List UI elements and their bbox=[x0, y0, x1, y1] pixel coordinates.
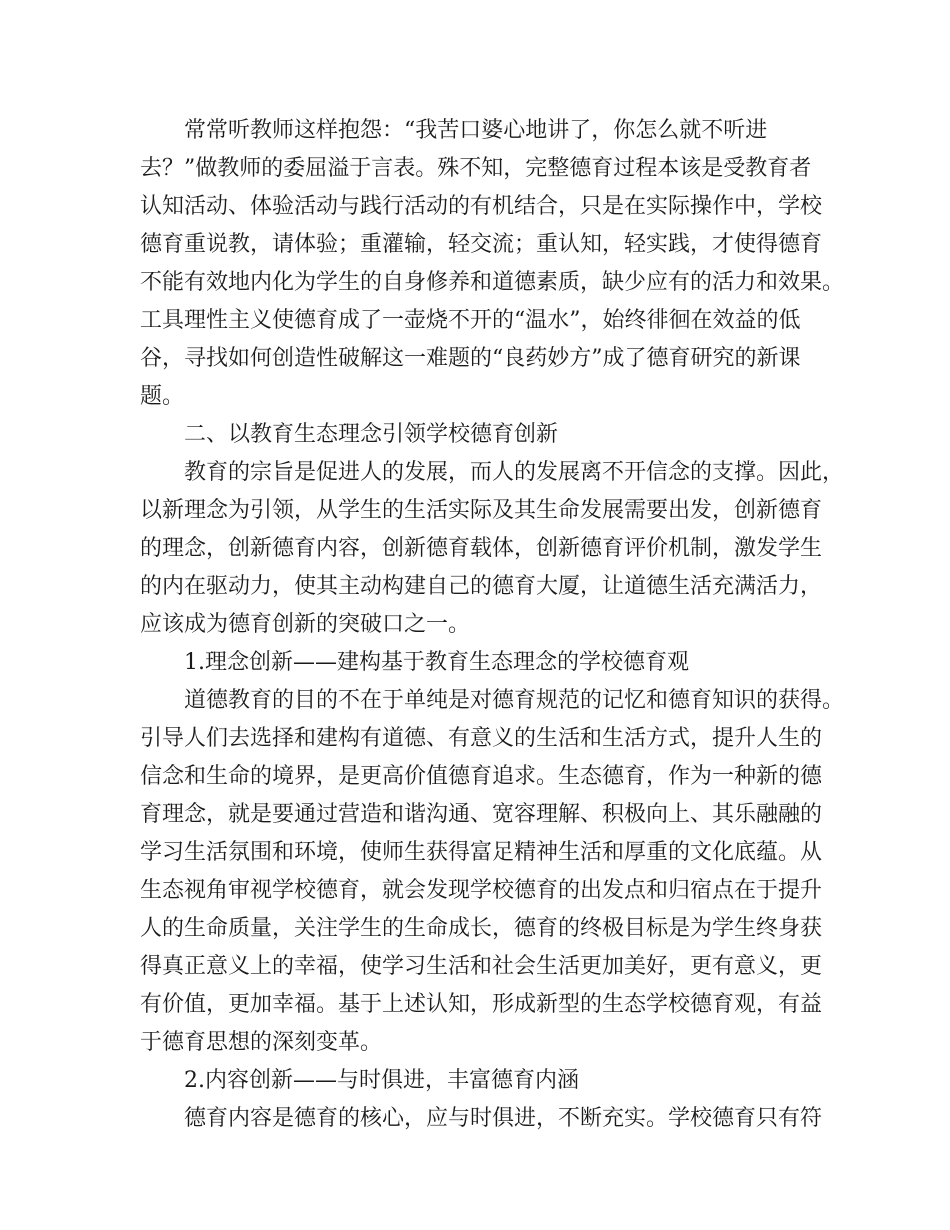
paragraph-line: 的理念，创新德育内容，创新德育载体，创新德育评价机制，激发学生 bbox=[140, 536, 823, 561]
paragraph-line: 谷，寻找如何创造性破解这一难题的“良药妙方”成了德育研究的新课 bbox=[140, 346, 801, 371]
section-heading: 二、以教育生态理念引领学校德育创新 bbox=[184, 422, 559, 447]
paragraph-line: 引导人们去选择和建构有道德、有意义的生活和生活方式，提升人生的 bbox=[140, 726, 823, 751]
paragraph-line: 工具理性主义使德育成了一壶烧不开的“温水”，始终徘徊在效益的低 bbox=[140, 308, 801, 333]
paragraph-line: 常常听教师这样抱怨：“我苦口婆心地讲了，你怎么就不听进 bbox=[184, 118, 768, 143]
paragraph-line: 的内在驱动力，使其主动构建自己的德育大厦，让道德生活充满活力， bbox=[140, 574, 823, 599]
paragraph-line: 认知活动、体验活动与践行活动的有机结合，只是在实际操作中，学校 bbox=[140, 194, 823, 219]
paragraph-line: 得真正意义上的幸福，使学习生活和社会生活更加美好，更有意义，更 bbox=[140, 954, 823, 979]
paragraph-line: 信念和生命的境界，是更高价值德育追求。生态德育，作为一种新的德 bbox=[140, 764, 823, 789]
paragraph-line: 教育的宗旨是促进人的发展，而人的发展离不开信念的支撑。因此， bbox=[184, 460, 845, 485]
paragraph-line: 应该成为德育创新的突破口之一。 bbox=[140, 612, 471, 637]
paragraph-line: 人的生命质量，关注学生的生命成长，德育的终极目标是为学生终身获 bbox=[140, 916, 823, 941]
paragraph-line: 学习生活氛围和环境，使师生获得富足精神生活和厚重的文化底蕴。从 bbox=[140, 840, 823, 865]
paragraph-line: 不能有效地内化为学生的自身修养和道德素质，缺少应有的活力和效果。 bbox=[140, 270, 845, 295]
subsection-heading: 1.理念创新——建构基于教育生态理念的学校德育观 bbox=[184, 650, 689, 675]
paragraph-line: 德育内容是德育的核心，应与时俱进，不断充实。学校德育只有符 bbox=[184, 1106, 823, 1131]
document-body bbox=[140, 112, 845, 1138]
subsection-heading: 2.内容创新——与时俱进，丰富德育内涵 bbox=[184, 1068, 579, 1093]
paragraph-line: 于德育思想的深刻变革。 bbox=[140, 1030, 383, 1055]
paragraph-line: 育理念，就是要通过营造和谐沟通、宽容理解、积极向上、其乐融融的 bbox=[140, 802, 823, 827]
paragraph-line: 以新理念为引领，从学生的生活实际及其生命发展需要出发，创新德育 bbox=[140, 498, 823, 523]
paragraph-line: 有价值，更加幸福。基于上述认知，形成新型的生态学校德育观，有益 bbox=[140, 992, 823, 1017]
paragraph-line: 题。 bbox=[140, 384, 185, 409]
paragraph-line: 道德教育的目的不在于单纯是对德育规范的记忆和德育知识的获得。 bbox=[184, 688, 845, 713]
paragraph-line: 德育重说教，请体验；重灌输，轻交流；重认知，轻实践，才使得德育 bbox=[140, 232, 823, 257]
paragraph-line: 去？”做教师的委屈溢于言表。殊不知，完整德育过程本该是受教育者 bbox=[140, 156, 812, 181]
paragraph-line: 生态视角审视学校德育，就会发现学校德育的出发点和归宿点在于提升 bbox=[140, 878, 823, 903]
